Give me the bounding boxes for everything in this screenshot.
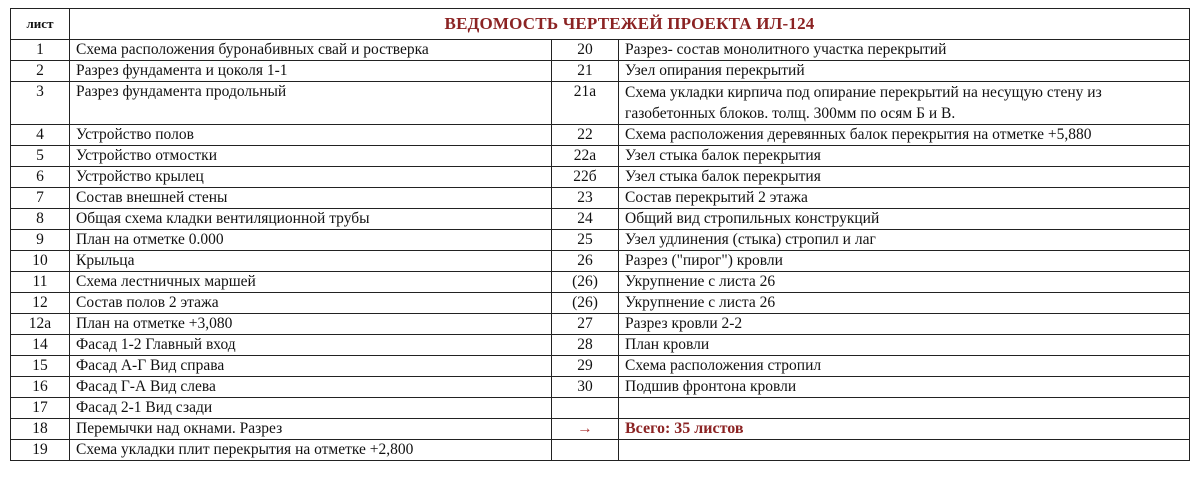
sheet-title-right: Схема расположения стропил [619, 356, 1190, 377]
sheet-title-right: Схема расположения деревянных балок перекрытия на отметке +5,880 [619, 125, 1190, 146]
header-row [11, 9, 1190, 40]
sheet-title-right: Узел опирания перекрытий [619, 61, 1190, 82]
sheet-title-right: Разрез- состав монолитного участка перекрытий [619, 40, 1190, 61]
sheet-number-left: 18 [11, 419, 70, 440]
sheet-number-right: 25 [552, 230, 619, 251]
sheet-number-right: (26) [552, 272, 619, 293]
table-row [11, 356, 1190, 377]
total-sheets: Всего: 35 листов [619, 419, 1190, 440]
table-row [11, 272, 1190, 293]
sheet-column-header: лист [11, 9, 70, 40]
sheet-title-left: Общая схема кладки вентиляционной трубы [70, 209, 552, 230]
table-row [11, 146, 1190, 167]
sheet-number-left: 1 [11, 40, 70, 61]
sheet-number-right: (26) [552, 293, 619, 314]
table-row [11, 188, 1190, 209]
table-row [11, 440, 1190, 461]
table-row [11, 209, 1190, 230]
table-row [11, 314, 1190, 335]
table-row [11, 230, 1190, 251]
sheet-title-left: Схема укладки плит перекрытия на отметке +2,800 [70, 440, 552, 461]
sheet-number-right: 29 [552, 356, 619, 377]
sheet-title-right: Укрупнение с листа 26 [619, 293, 1190, 314]
sheet-title-right: Узел стыка балок перекрытия [619, 167, 1190, 188]
sheet-title-right: Разрез кровли 2-2 [619, 314, 1190, 335]
sheet-number-left: 5 [11, 146, 70, 167]
sheet-title-left: Состав полов 2 этажа [70, 293, 552, 314]
sheet-number-left: 12а [11, 314, 70, 335]
sheet-number-right: 30 [552, 377, 619, 398]
sheet-title-left: Устройство полов [70, 125, 552, 146]
sheet-title-left: План на отметке +3,080 [70, 314, 552, 335]
table-row [11, 167, 1190, 188]
sheet-number-right: 22 [552, 125, 619, 146]
sheet-number-left: 19 [11, 440, 70, 461]
sheet-title-right: Общий вид стропильных конструкций [619, 209, 1190, 230]
sheet-title-right: Узел стыка балок перекрытия [619, 146, 1190, 167]
sheet-number-left: 7 [11, 188, 70, 209]
sheet-title-right: Узел удлинения (стыка) стропил и лаг [619, 230, 1190, 251]
table-row [11, 293, 1190, 314]
sheet-number-left: 10 [11, 251, 70, 272]
sheet-number-right: 28 [552, 335, 619, 356]
table-row [11, 61, 1190, 82]
sheet-number-right: 23 [552, 188, 619, 209]
sheet-title-right: Подшив фронтона кровли [619, 377, 1190, 398]
sheet-number-left: 16 [11, 377, 70, 398]
sheet-number-left: 9 [11, 230, 70, 251]
sheet-title-left: Устройство отмостки [70, 146, 552, 167]
sheet-number-left: 14 [11, 335, 70, 356]
sheet-number-right: 21а [552, 82, 619, 125]
table-row [11, 125, 1190, 146]
sheet-title-left: Схема расположения буронабивных свай и ростверка [70, 40, 552, 61]
sheet-title-left: Крыльца [70, 251, 552, 272]
sheet-number-right: 22б [552, 167, 619, 188]
table-row [11, 419, 1190, 440]
sheet-title-right: Схема укладки кирпича под опирание перекрытий на несущую стену из газобетонных блоков. толщ. 300мм по осям Б и В. [619, 82, 1190, 125]
sheet-title-left: Фасад Г-А Вид слева [70, 377, 552, 398]
table-row [11, 40, 1190, 61]
sheet-number-right: 20 [552, 40, 619, 61]
sheet-title-left: Перемычки над окнами. Разрез [70, 419, 552, 440]
arrow-icon: → [552, 419, 619, 440]
sheet-title-right: Разрез ("пирог") кровли [619, 251, 1190, 272]
sheet-number-left: 4 [11, 125, 70, 146]
table-row [11, 335, 1190, 356]
sheet-number-left: 2 [11, 61, 70, 82]
drawing-sheet-table [10, 8, 1190, 461]
sheet-table-body [11, 9, 1190, 461]
sheet-title-right: План кровли [619, 335, 1190, 356]
sheet-title-left: Разрез фундамента и цоколя 1-1 [70, 61, 552, 82]
sheet-number-right: 27 [552, 314, 619, 335]
sheet-title-left: Фасад А-Г Вид справа [70, 356, 552, 377]
sheet-title-left: Фасад 2-1 Вид сзади [70, 398, 552, 419]
sheet-title-left: Разрез фундамента продольный [70, 82, 552, 125]
sheet-number-right [552, 440, 619, 461]
sheet-title-right: Состав перекрытий 2 этажа [619, 188, 1190, 209]
sheet-title-left: Устройство крылец [70, 167, 552, 188]
sheet-title-right: Укрупнение с листа 26 [619, 272, 1190, 293]
table-row [11, 377, 1190, 398]
table-row [11, 398, 1190, 419]
sheet-number-left: 17 [11, 398, 70, 419]
table-row [11, 251, 1190, 272]
sheet-title-left: План на отметке 0.000 [70, 230, 552, 251]
sheet-number-right: 24 [552, 209, 619, 230]
sheet-number-left: 12 [11, 293, 70, 314]
sheet-number-right: 22а [552, 146, 619, 167]
sheet-number-right [552, 398, 619, 419]
table-row [11, 82, 1190, 125]
sheet-number-left: 8 [11, 209, 70, 230]
sheet-number-left: 3 [11, 82, 70, 125]
sheet-title-right [619, 398, 1190, 419]
sheet-title-left: Состав внешней стены [70, 188, 552, 209]
sheet-title-right [619, 440, 1190, 461]
sheet-title-left: Фасад 1-2 Главный вход [70, 335, 552, 356]
sheet-number-right: 26 [552, 251, 619, 272]
document-title: ВЕДОМОСТЬ ЧЕРТЕЖЕЙ ПРОЕКТА ИЛ-124 [70, 9, 1190, 40]
sheet-title-left: Схема лестничных маршей [70, 272, 552, 293]
sheet-number-left: 15 [11, 356, 70, 377]
sheet-number-left: 11 [11, 272, 70, 293]
sheet-number-left: 6 [11, 167, 70, 188]
sheet-number-right: 21 [552, 61, 619, 82]
